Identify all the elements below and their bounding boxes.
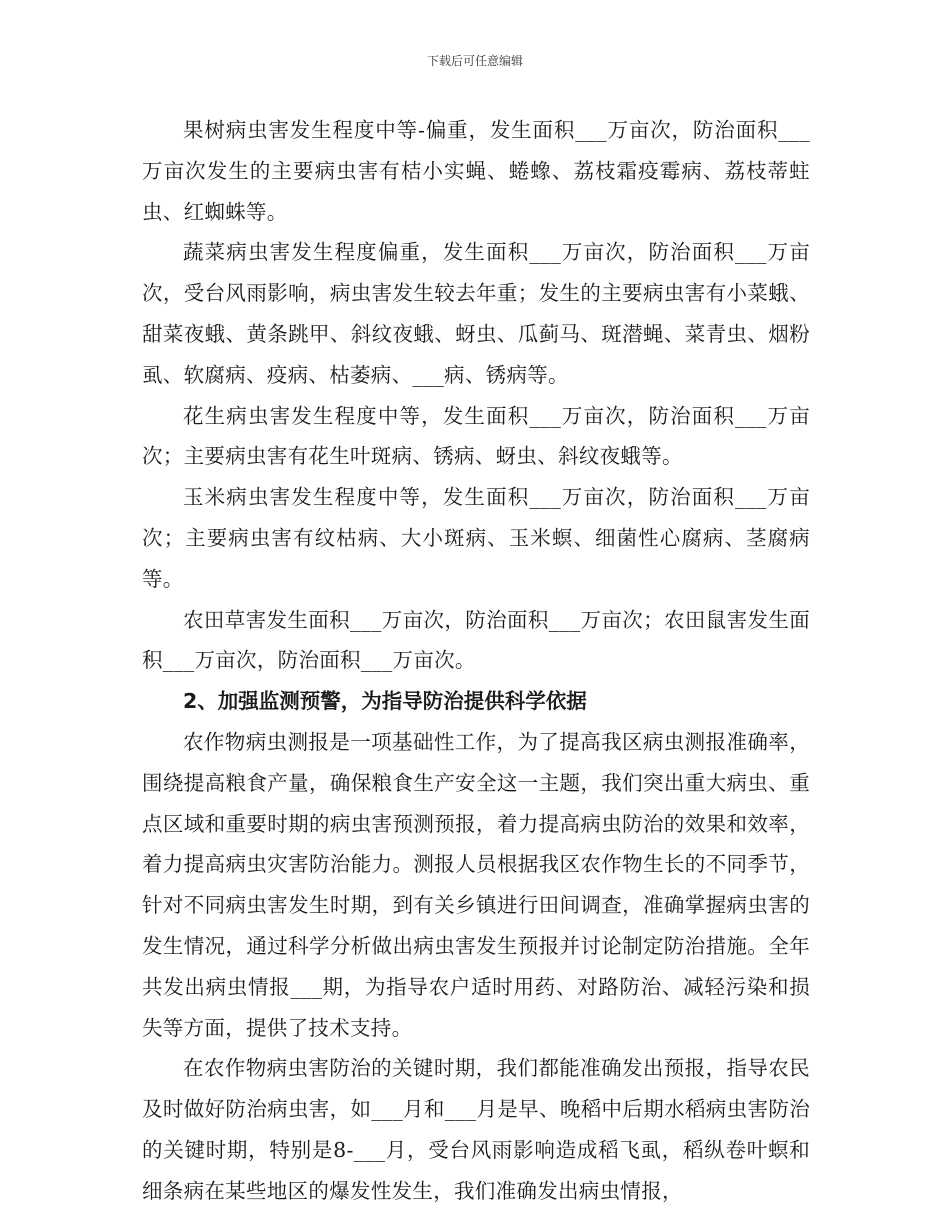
page-header: 下载后可任意编辑 — [426, 54, 523, 68]
document-body — [142, 110, 810, 1212]
paragraph-peanut: 花生病虫害发生程度中等，发生面积___万亩次，防治面积___万亩次；主要病虫害有花生叶斑病、锈病、蚜虫、斜纹夜蛾等。 — [142, 403, 810, 469]
paragraph-corn: 玉米病虫害发生程度中等，发生面积___万亩次，防治面积___万亩次；主要病虫害有纹枯病、大小斑病、玉米螟、细菌性心腐病、茎腐病等。 — [142, 485, 810, 591]
paragraph-weeds-rodents: 农田草害发生面积___万亩次，防治面积___万亩次；农田鼠害发生面积___万亩次，防治面积___万亩次。 — [142, 607, 810, 673]
section-heading: 2、加强监测预警，为指导防治提供科学依据 — [183, 689, 587, 714]
paragraph-monitoring: 农作物病虫测报是一项基础性工作，为了提高我区病虫测报准确率，围绕提高粮食产量，确保粮食生产安全这一主题，我们突出重大病虫、重点区域和重要时期的病虫害预测预报，着力提高病虫防治的效果和效率，着力提高病虫灾害防治能力。测报人员根据我区农作物生长的不同季节，针对不同病虫害发生时期，到有关乡镇进行田间调查，准确掌握病虫害的发生情况，通过科学分析做出病虫害发生预报并讨论制定防治措施。全年共发出病虫情报___期，为指导农户适时用药、对路防治、减轻污染和损失等方面，提供了技术支持。 — [142, 729, 810, 1040]
paragraph-forecast: 在农作物病虫害防治的关键时期，我们都能准确发出预报，指导农民及时做好防治病虫害，如___月和___月是早、晚稻中后期水稻病虫害防治的关键时期，特别是8-___月，受台风雨影响造成稻飞虱，稻纵卷叶螟和细条病在某些地区的爆发性发生，我们准确发出病虫情报， — [142, 1056, 810, 1203]
paragraph-fruit-trees: 果树病虫害发生程度中等-偏重，发生面积___万亩次，防治面积___万亩次发生的主要病虫害有桔小实蝇、蜷蟓、荔枝霜疫霉病、荔枝蒂蛀虫、红蜘蛛等。 — [142, 118, 810, 224]
paragraph-vegetables: 蔬菜病虫害发生程度偏重，发生面积___万亩次，防治面积___万亩次，受台风雨影响，病虫害发生较去年重；发生的主要病虫害有小菜蛾、甜菜夜蛾、黄条跳甲、斜纹夜蛾、蚜虫、瓜蓟马、斑潜蝇、菜青虫、烟粉虱、软腐病、疫病、枯萎病、___病、锈病等。 — [142, 240, 810, 387]
